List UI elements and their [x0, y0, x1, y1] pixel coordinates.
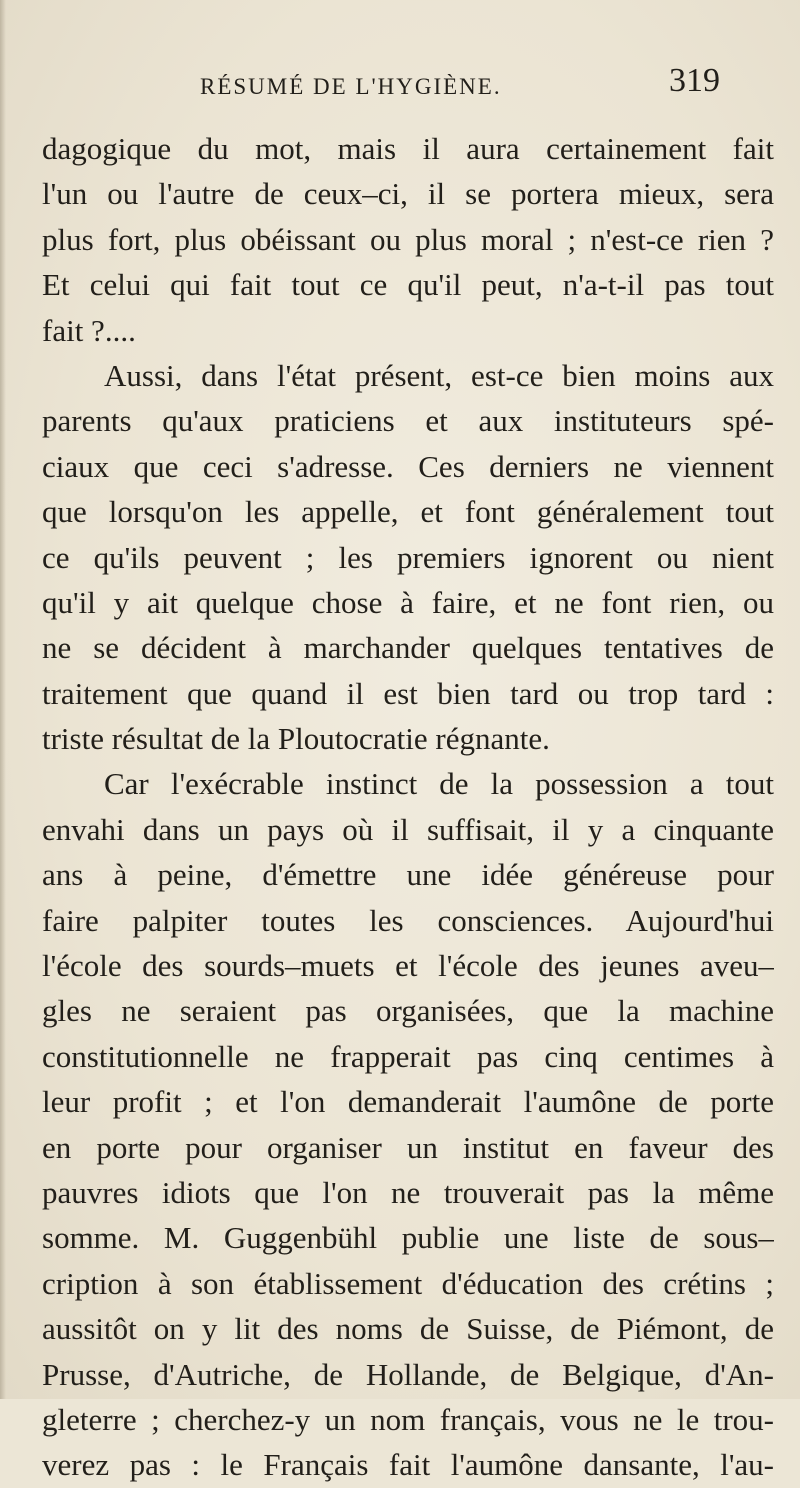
text-line: Prusse, d'Autriche, de Hollande, de Belgique, d'An- [42, 1356, 774, 1392]
text-line: gleterre ; cherchez-y un nom français, vous ne le trou- [42, 1401, 774, 1437]
page-gutter-shadow [0, 0, 6, 1399]
text-line: Et celui qui fait tout ce qu'il peut, n'a-t-il pas tout [42, 267, 774, 303]
text-line: leur profit ; et l'on demanderait l'aumône de porte [42, 1084, 774, 1120]
text-line: ans à peine, d'émettre une idée généreuse pour [42, 857, 774, 893]
body-text [42, 126, 774, 1488]
text-line: dagogique du mot, mais il aura certainement fait [42, 131, 774, 166]
text-line: envahi dans un pays où il suffisait, il y a cinquante [42, 811, 774, 847]
text-line: fait ?.... [42, 312, 136, 348]
text-line: somme. M. Guggenbühl publie une liste de sous– [42, 1220, 774, 1256]
running-head: RÉSUMÉ DE L'HYGIÈNE. [200, 74, 502, 99]
text-line: gles ne seraient pas organisées, que la machine [42, 993, 774, 1029]
text-line: Car l'exécrable instinct de la possession a tout [104, 766, 774, 802]
text-line: ne se décident à marchander quelques tentatives de [42, 630, 774, 666]
text-line: traitement que quand il est bien tard ou trop tard : [42, 675, 774, 711]
text-line: plus fort, plus obéissant ou plus moral ; n'est-ce rien ? [42, 221, 774, 257]
text-line: parents qu'aux praticiens et aux instituteurs spé- [42, 403, 774, 439]
text-line: Aussi, dans l'état présent, est-ce bien moins aux [104, 357, 774, 393]
text-line: faire palpiter toutes les consciences. Aujourd'hui [42, 902, 774, 938]
text-line: ciaux que ceci s'adresse. Ces derniers ne viennent [42, 448, 774, 484]
text-line: triste résultat de la Ploutocratie régnante. [42, 721, 550, 757]
text-line: l'un ou l'autre de ceux–ci, il se portera mieux, sera [42, 176, 774, 212]
text-line: ce qu'ils peuvent ; les premiers ignorent ou nient [42, 539, 774, 575]
text-line: que lorsqu'on les appelle, et font généralement tout [42, 494, 774, 530]
text-line: aussitôt on y lit des noms de Suisse, de Piémont, de [42, 1311, 774, 1347]
page-number: 319 [669, 62, 720, 99]
text-line: verez pas : le Français fait l'aumône dansante, l'au- [42, 1447, 774, 1483]
text-line: qu'il y ait quelque chose à faire, et ne font rien, ou [42, 584, 774, 620]
text-line: pauvres idiots que l'on ne trouverait pas la même [42, 1174, 774, 1210]
page-header [200, 60, 720, 110]
text-line: l'école des sourds–muets et l'école des jeunes aveu– [42, 948, 774, 984]
text-line: constitutionnelle ne frapperait pas cinq centimes à [42, 1038, 774, 1074]
text-line: en porte pour organiser un institut en faveur des [42, 1129, 774, 1165]
text-line: cription à son établissement d'éducation des crétins ; [42, 1265, 774, 1301]
